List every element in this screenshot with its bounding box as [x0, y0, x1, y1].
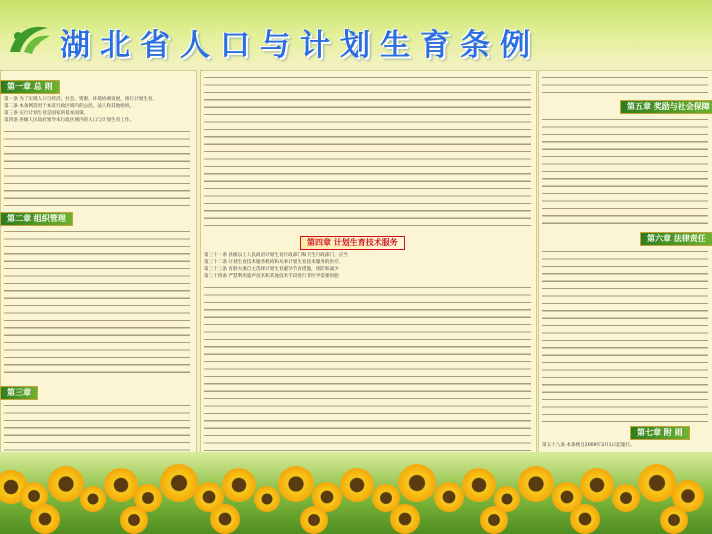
- text-block: [4, 228, 190, 378]
- article-58: 第五十八条 本条例自2009年3月1日起施行。: [542, 443, 635, 448]
- article-3: 第三条 实行计划生育是国家的基本国策。: [4, 111, 89, 116]
- article-2: 第二条 本条例适用于本省行政区域内的公民、法人和其他组织。: [4, 104, 135, 109]
- population-family-logo-icon: [6, 22, 52, 58]
- section-heading-chapter-2: 第二章 组织管理: [0, 212, 73, 226]
- page-title: 湖北省人口与计划生育条例: [60, 28, 540, 63]
- text-block: [542, 116, 708, 228]
- text-block: [542, 248, 708, 422]
- text-block: [204, 284, 531, 454]
- section-heading-chapter-3: 第三章: [0, 386, 38, 400]
- text-block: [4, 402, 190, 454]
- article-33: 第三十三条 育龄夫妻自主选择计划生育避孕节育措施，预防和减少: [204, 267, 339, 272]
- section-heading-chapter-6: 第六章 法律责任: [640, 232, 712, 246]
- article-1: 第一条 为了实现人口与经济、社会、资源、环境协调发展，推行计划生育，: [4, 97, 158, 102]
- article-32: 第三十二条 计划生育技术服务机构和从事计划生育技术服务的医疗、: [204, 260, 344, 265]
- text-block: [204, 74, 531, 232]
- section-heading-chapter-1: 第一章 总 则: [0, 80, 60, 94]
- sunflower-field-decoration: [0, 452, 712, 534]
- article-31: 第三十一条 县级以上人民政府计划生育行政部门和卫生行政部门，应当: [204, 253, 348, 258]
- article-34: 第三十四条 严禁利用超声技术和其他技术手段进行非医学需要的胎: [204, 274, 339, 279]
- section-heading-chapter-7: 第七章 附 则: [630, 426, 690, 440]
- article-4: 第四条 各级人民政府领导本行政区域内的人口与计划生育工作。: [4, 118, 135, 123]
- text-block: [4, 128, 190, 208]
- section-heading-chapter-4: 第四章 计划生育技术服务: [300, 236, 405, 250]
- text-block: [542, 74, 708, 96]
- section-heading-chapter-5: 第五章 奖励与社会保障: [620, 100, 712, 114]
- header-banner: [0, 0, 712, 66]
